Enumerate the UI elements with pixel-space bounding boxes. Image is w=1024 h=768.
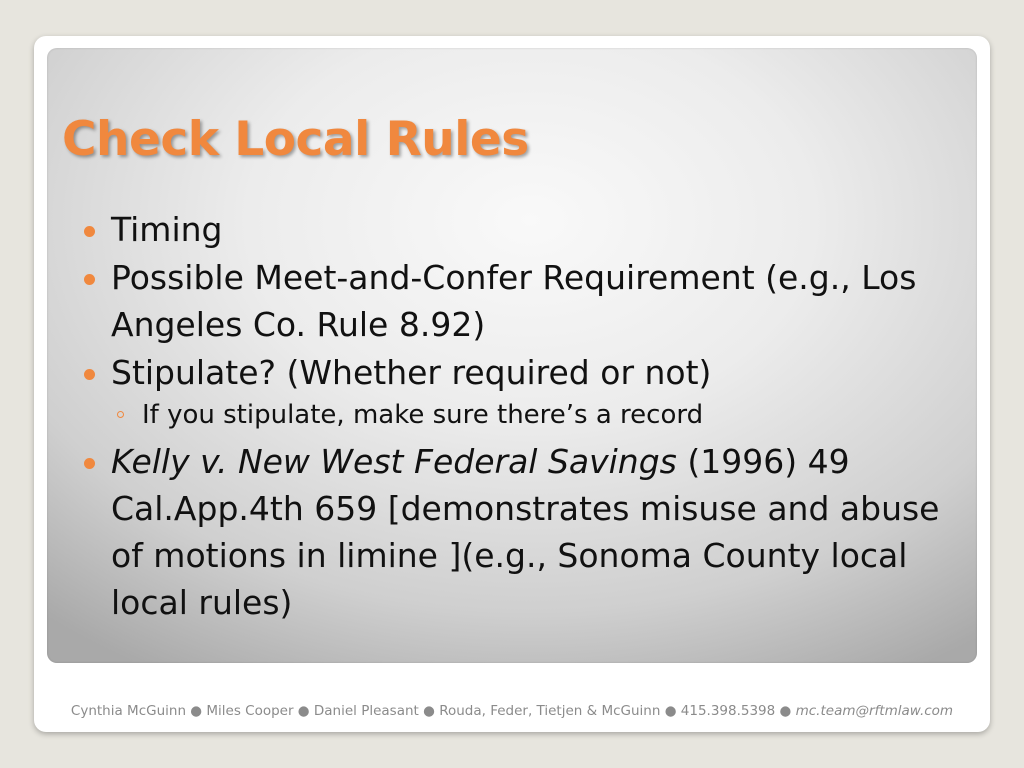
footer-contact-text: Cynthia McGuinn ● Miles Cooper ● Daniel Pleasant ● Rouda, Feder, Tietjen & McGuinn ● 415.398.5398 ● — [70, 703, 796, 719]
bullet-item-timing — [80, 206, 970, 253]
bullet-item-meet-and-confer — [80, 254, 970, 348]
bullet-text: Possible Meet-and-Confer Requirement (e.g., Los Angeles Co. Rule 8.92) — [111, 258, 917, 344]
bullet-item-kelly-case — [80, 438, 970, 626]
bullet-dot-icon — [84, 369, 95, 380]
footer-email: mc.team@rftmlaw.com — [795, 703, 954, 719]
case-name: Kelly v. New West Federal Savings — [111, 442, 677, 481]
hollow-circle-bullet-icon — [117, 411, 124, 418]
bullet-dot-icon — [84, 226, 95, 237]
bullet-list — [80, 206, 970, 627]
bullet-item-stipulate — [80, 349, 970, 396]
sub-bullet-text: If you stipulate, make sure there’s a record — [142, 400, 704, 430]
bullet-dot-icon — [84, 458, 95, 469]
bullet-text: Stipulate? (Whether required or not) — [111, 353, 712, 392]
bullet-text: Timing — [111, 210, 223, 249]
slide-footer — [0, 703, 1024, 719]
bullet-dot-icon — [84, 274, 95, 285]
sub-bullet-item-record — [80, 395, 970, 435]
case-citation-text: (1996) 49 Cal.App.4th 659 [demonstrates misuse and abuse of motions in limine ](e.g., Sonoma County local local rules) — [111, 442, 940, 622]
slide-title: Check Local Rules — [62, 112, 529, 167]
